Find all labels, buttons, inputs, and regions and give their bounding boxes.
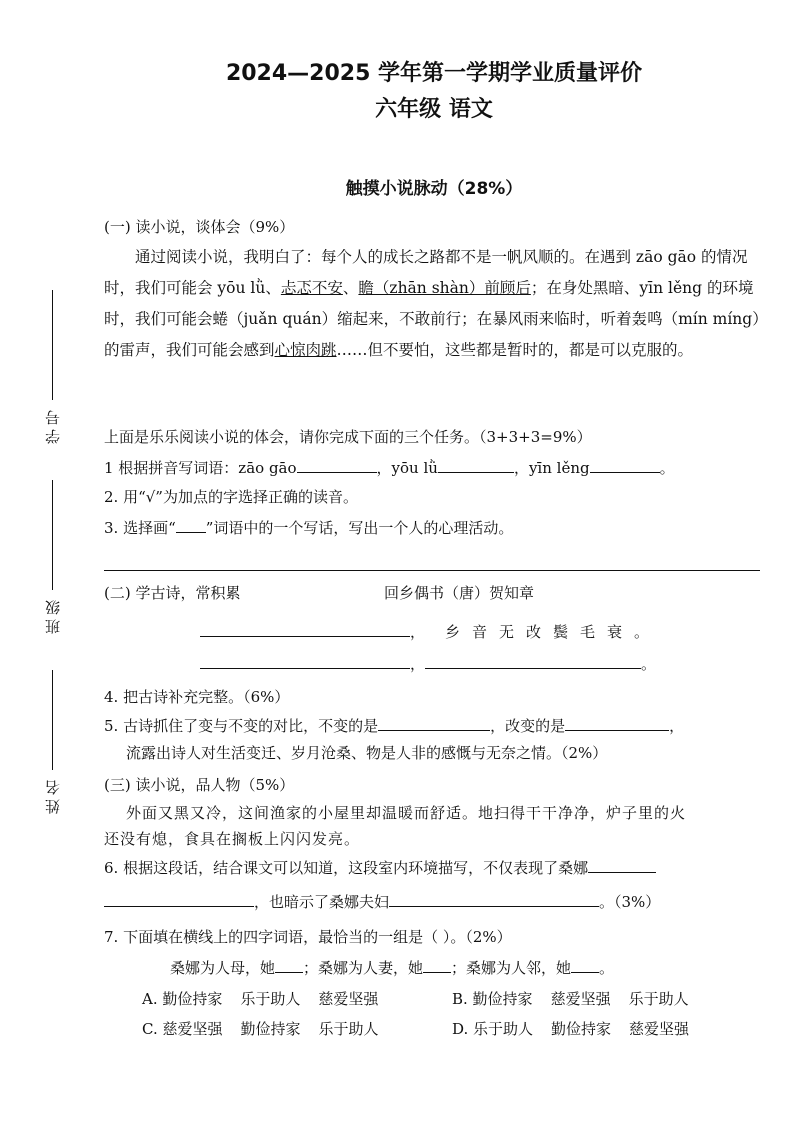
q7-fill-text-d: 。 — [599, 959, 615, 977]
passage-text-a: 通过阅读小说，我明白了：每个人的成长之路都不是一帆风顺的。在遇到 zāo gāo 的情况时，我们可能会 yōu lǜ、 — [104, 248, 748, 297]
q1-blank-2[interactable] — [438, 456, 514, 473]
option-a-3: 慈爱坚强 — [318, 990, 379, 1008]
q5-blank-2[interactable] — [565, 714, 669, 731]
poem-blank-3[interactable] — [425, 652, 641, 669]
q6-text-a: 6. 根据这段话，结合课文可以知道，这段室内环境描写，不仅表现了桑娜 — [104, 859, 589, 877]
poem-row-1 — [200, 620, 649, 642]
option-b-2: 慈爱坚强 — [550, 990, 611, 1008]
passage-underlined-2: 瞻（zhān shàn）前顾后 — [358, 279, 531, 297]
q1-text-c: ，yīn lěng — [513, 459, 590, 477]
passage-underlined-1: 忐忑不安 — [280, 279, 343, 297]
q7-blank-2[interactable] — [423, 956, 451, 973]
option-c-2: 勤俭持家 — [240, 1020, 301, 1038]
passage-text-b: 、 — [342, 279, 359, 297]
excerpt-line-2: 还没有熄，食具在搁板上闪闪发亮。 — [104, 830, 361, 848]
option-d-1: D. 乐于助人 — [452, 1020, 534, 1038]
passage-text-d: ……但不要怕，这些都是暂时的，都是可以克服的。 — [336, 341, 694, 359]
exam-title: 2024—2025 学年第一学期学业质量评价 — [225, 61, 643, 86]
q1-text-a: 1 根据拼音写词语：zāo gāo — [104, 459, 297, 477]
q5-text-b: ，改变的是 — [490, 717, 566, 735]
q7-fill-text-a: 桑娜为人母，她 — [170, 959, 276, 977]
poem-period-1: 。 — [634, 623, 650, 641]
q3-text-b: ”词语中的一个写话，写出一个人的心理活动。 — [205, 519, 514, 537]
question-7-fill — [170, 956, 614, 979]
part1-heading: (一) 读小说，谈体会（9%） — [104, 218, 295, 236]
name-line — [52, 670, 53, 770]
student-id-field[interactable] — [34, 290, 70, 444]
class-label: 班级 — [43, 596, 62, 634]
q6-blank-1[interactable] — [588, 856, 656, 873]
option-b[interactable] — [452, 988, 707, 1009]
poem-period-2: 。 — [641, 655, 657, 673]
question-1 — [104, 456, 675, 479]
poem-row-2 — [200, 652, 656, 674]
option-c-1: C. 慈爱坚强 — [142, 1020, 223, 1038]
q7-fill-text-b: ；桑娜为人妻，她 — [303, 959, 424, 977]
poem-blank-2[interactable] — [200, 652, 410, 669]
student-info-margin — [34, 290, 70, 820]
q6-text-b: ，也暗示了桑娜夫妇 — [254, 893, 390, 911]
q3-answer-line[interactable] — [104, 570, 760, 571]
question-5 — [104, 714, 684, 737]
option-b-3: 乐于助人 — [628, 990, 689, 1008]
option-c-3: 乐于助人 — [318, 1020, 379, 1038]
q7-blank-3[interactable] — [571, 956, 599, 973]
poem-given-line: 乡音无改鬓毛衰 — [445, 623, 635, 641]
option-d[interactable] — [452, 1018, 707, 1039]
passage-underlined-3: 心惊肉跳 — [274, 341, 337, 359]
question-7: 7. 下面填在横线上的四字词语，最恰当的一组是（ ）。（2%） — [104, 928, 512, 946]
part1-passage — [104, 242, 760, 366]
q3-underline-sample — [176, 516, 206, 533]
q1-blank-1[interactable] — [297, 456, 377, 473]
class-field[interactable] — [34, 480, 70, 634]
name-field[interactable] — [34, 670, 70, 814]
option-c[interactable] — [142, 1018, 397, 1039]
q1-blank-3[interactable] — [590, 456, 660, 473]
name-label: 姓名 — [43, 776, 62, 814]
q1-text-d: 。 — [659, 459, 675, 477]
question-6 — [104, 856, 656, 879]
poem-blank-1[interactable] — [200, 620, 410, 637]
question-2: 2. 用“√”为加点的字选择正确的读音。 — [104, 488, 358, 506]
option-a-2: 乐于助人 — [240, 990, 301, 1008]
q7-blank-1[interactable] — [275, 956, 303, 973]
class-line — [52, 480, 53, 590]
q6-blank-1-cont[interactable] — [104, 890, 254, 907]
part3-heading: (三) 读小说，品人物（5%） — [104, 776, 295, 794]
question-3 — [104, 516, 513, 539]
student-id-line — [52, 290, 53, 400]
q7-fill-text-c: ；桑娜为人邻，她 — [451, 959, 572, 977]
poem-title: 回乡偶书（唐）贺知章 — [384, 584, 535, 602]
question-6-cont — [104, 890, 660, 913]
q5-text-c: ， — [669, 717, 685, 735]
q5-blank-1[interactable] — [378, 714, 490, 731]
q6-blank-2[interactable] — [389, 890, 599, 907]
exam-subtitle: 六年级 语文 — [375, 97, 493, 122]
task-intro: 上面是乐乐阅读小说的体会，请你完成下面的三个任务。（3+3+3=9%） — [104, 428, 592, 446]
option-a[interactable] — [142, 988, 396, 1009]
section-title: 触摸小说脉动（28%） — [345, 179, 523, 199]
q6-text-c: 。（3%） — [599, 893, 661, 911]
q5-text-a: 5. 古诗抓住了变与不变的对比，不变的是 — [104, 717, 379, 735]
poem-comma-2: ， — [410, 655, 426, 673]
option-d-3: 慈爱坚强 — [629, 1020, 690, 1038]
q1-text-b: ，yōu lǜ — [376, 459, 438, 477]
question-5-cont: 流露出诗人对生活变迁、岁月沧桑、物是人非的感慨与无奈之情。（2%） — [126, 744, 608, 762]
option-d-2: 勤俭持家 — [551, 1020, 612, 1038]
excerpt-line-1: 外面又黑又冷，这间渔家的小屋里却温暖而舒适。地扫得干干净净，炉子里的火 — [126, 804, 687, 822]
option-a-1: A. 勤俭持家 — [142, 990, 223, 1008]
student-id-label: 学号 — [43, 406, 62, 444]
passage-text-c: ；在身处黑暗、yīn lěng 的环境时，我们可能会蜷（juǎn quán）缩起来，不敢前行；在暴风雨来临时，听着轰鸣（mín míng）的雷声，我们可能会感到 — [104, 279, 760, 359]
option-b-1: B. 勤俭持家 — [452, 990, 533, 1008]
q3-text-a: 3. 选择画“ — [104, 519, 176, 537]
poem-comma-1: ， — [410, 623, 426, 641]
question-4: 4. 把古诗补充完整。（6%） — [104, 688, 290, 706]
part2-heading: (二) 学古诗，常积累 — [104, 584, 241, 602]
